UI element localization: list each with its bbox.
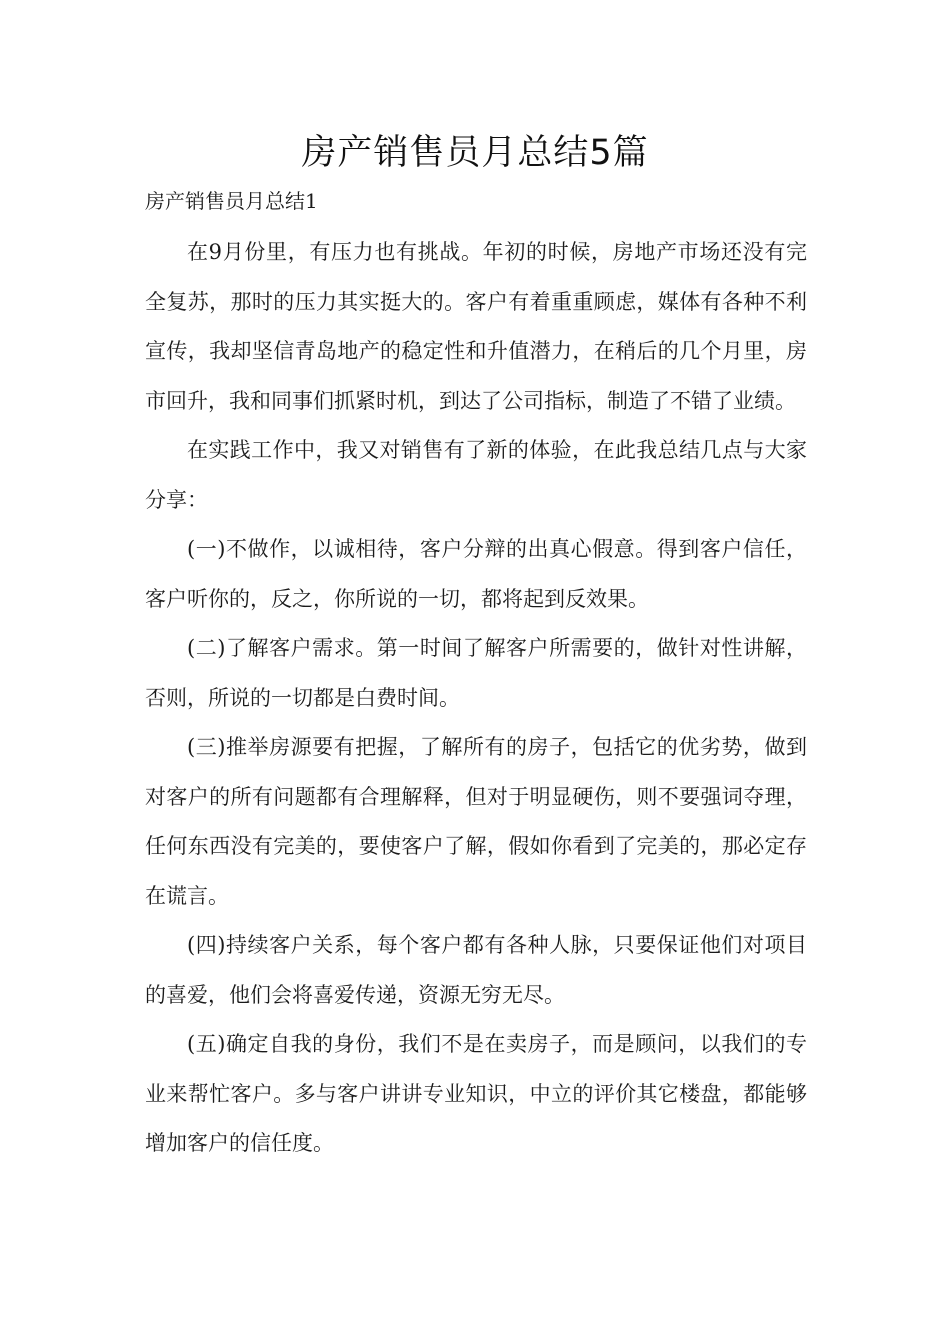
paragraph: (二)了解客户需求。第一时间了解客户所需要的，做针对性讲解，否则，所说的一切都是白费时间。	[145, 636, 807, 710]
paragraph: (五)确定自我的身份，我们不是在卖房子，而是顾问，以我们的专业来帮忙客户。多与客户讲讲专业知识，中立的评价其它楼盘，都能够增加客户的信任度。	[145, 1032, 807, 1155]
paragraph: 在9月份里，有压力也有挑战。年初的时候，房地产市场还没有完全复苏，那时的压力其实挺大的。客户有着重重顾虑，媒体有各种不利宣传，我却坚信青岛地产的稳定性和升值潜力，在稍后的几个月里，房市回升，我和同事们抓紧时机，到达了公司指标，制造了不错了业绩。	[145, 240, 807, 413]
paragraph: (四)持续客户关系，每个客户都有各种人脉，只要保证他们对项目的喜爱，他们会将喜爱传递，资源无穷无尽。	[145, 933, 807, 1007]
paragraph: (三)推举房源要有把握，了解所有的房子，包括它的优劣势，做到对客户的所有问题都有合理解释，但对于明显硬伤，则不要强词夺理，任何东西没有完美的，要使客户了解，假如你看到了完美的，那必定存在谎言。	[145, 735, 807, 908]
section-heading: 房产销售员月总结1	[145, 189, 318, 213]
document-title: 房产销售员月总结5篇	[301, 133, 649, 173]
document-body	[145, 228, 807, 1169]
paragraph: (一)不做作，以诚相待，客户分辩的出真心假意。得到客户信任，客户听你的，反之，你所说的一切，都将起到反效果。	[145, 537, 807, 611]
paragraph: 在实践工作中，我又对销售有了新的体验，在此我总结几点与大家分享：	[145, 438, 807, 512]
